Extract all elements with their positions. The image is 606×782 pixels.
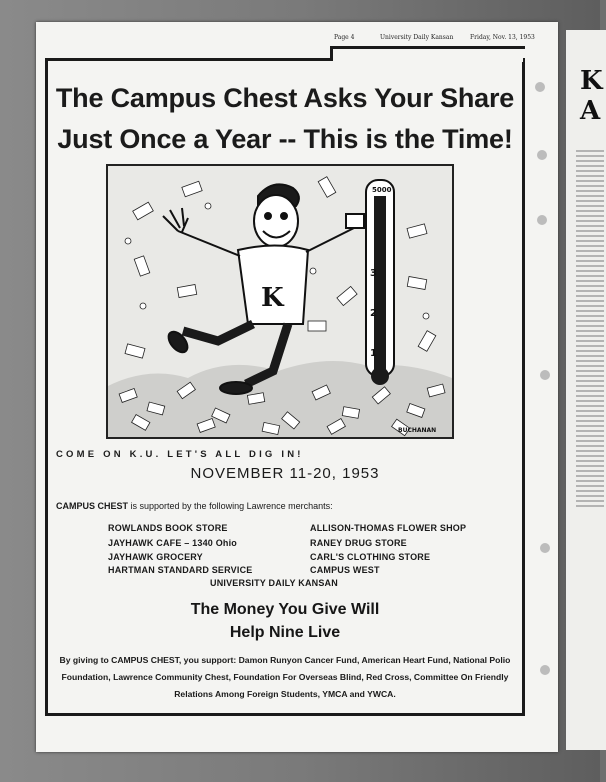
merchant-name: ALLISON-THOMAS FLOWER SHOP <box>310 523 467 533</box>
punch-hole <box>540 370 550 380</box>
headline-line-1: The Campus Chest Asks Your Share <box>55 83 515 113</box>
merchant-name: JAYHAWK GROCERY <box>108 552 203 562</box>
punch-hole <box>537 215 547 225</box>
merchant-name: HARTMAN STANDARD SERVICE <box>108 565 253 575</box>
issue-date: Friday, Nov. 13, 1953 <box>470 34 535 41</box>
punch-hole <box>540 665 550 675</box>
masthead <box>334 34 535 46</box>
neighbor-text-columns <box>576 150 604 510</box>
thermometer-top: 5000 <box>372 186 392 194</box>
thermometer <box>366 180 394 385</box>
neighbor-page-edge <box>566 30 606 750</box>
campaign-dates: NOVEMBER 11-20, 1953 <box>190 465 380 482</box>
merchant-name: CAMPUS WEST <box>310 565 380 575</box>
merchant-name: ROWLANDS BOOK STORE <box>108 523 228 533</box>
punch-hole <box>535 82 545 92</box>
beneficiaries-text: By giving to CAMPUS CHEST, you support: Damon Runyon Cancer Fund, American Heart Fund, National Polio Foundation, Lawrence Community Chest, Foundation For Overseas Blind, Red Cross, Committee On Friendly Relations Among Foreign Students, YMCA and YWCA. <box>59 655 511 699</box>
support-text: is supported by the following Lawrence merchants: <box>128 501 333 511</box>
cartoon-drawing <box>108 166 452 437</box>
punch-hole <box>537 150 547 160</box>
sweater-letter: K <box>261 283 284 313</box>
page-number: Page 4 <box>334 34 355 41</box>
money-line-2: Help Nine Live <box>229 624 341 641</box>
merchant-name: RANEY DRUG STORE <box>310 538 407 548</box>
thermometer-mark: 1 <box>370 348 377 359</box>
headline-line-2: Just Once a Year -- This is the Time! <box>57 124 513 154</box>
thermometer-mark: 3 <box>370 268 377 279</box>
cartoon-illustration <box>106 164 454 439</box>
money-line-1: The Money You Give Will <box>190 601 380 618</box>
merchant-name: JAYHAWK CAFE – 1340 Ohio <box>108 538 238 548</box>
thermometer-mark: 2 <box>370 308 377 319</box>
merchant-name: CARL'S CLOTHING STORE <box>310 552 431 562</box>
merchant-name: UNIVERSITY DAILY KANSAN <box>210 578 338 588</box>
paper-name: University Daily Kansan <box>380 34 454 41</box>
support-org: CAMPUS CHEST <box>56 501 129 511</box>
money-pile <box>108 361 452 437</box>
neighbor-letter: A <box>580 96 601 126</box>
neighbor-letter: K <box>580 66 603 96</box>
slogan: COME ON K.U. LET'S ALL DIG IN! <box>56 449 304 460</box>
punch-hole <box>540 543 550 553</box>
artist-signature: BUCHANAN <box>398 427 437 434</box>
support-line <box>56 501 333 511</box>
